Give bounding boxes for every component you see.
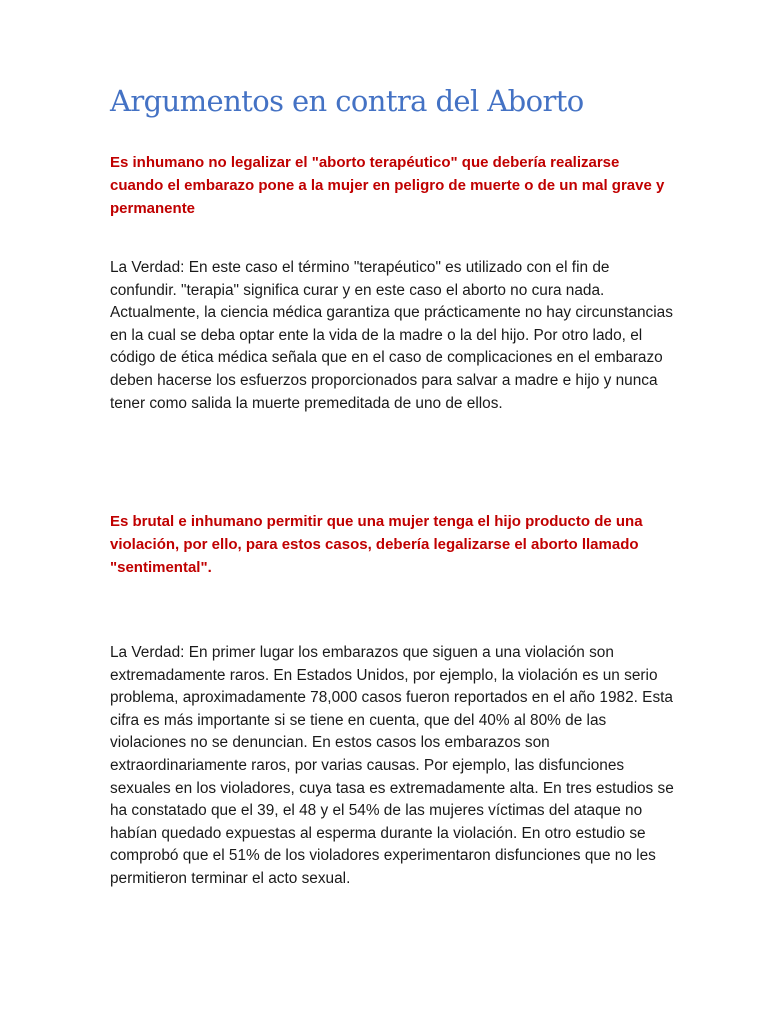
section-2-heading: Es brutal e inhumano permitir que una mujer tenga el hijo producto de una violación, por ello, para estos casos, debería legalizarse el aborto llamado "sentimental".: [110, 513, 643, 576]
section-1-heading: Es inhumano no legalizar el "aborto terapéutico" que debería realizarse cuando el embarazo pone a la mujer en peligro de muerte o de un mal grave y permanente: [110, 154, 665, 217]
section-2-body: La Verdad: En primer lugar los embarazos que siguen a una violación son extremadamente raros. En Estados Unidos, por ejemplo, la violación es un serio problema, aproximadamente 78,000 casos fueron reportados en el año 1982. Esta cifra es más importante si se tiene en cuenta, que del 40% al 80% de las violaciones no se denuncian. En estos casos los embarazos son extraordinariamente raros, por varias causas. Por ejemplo, las disfunciones sexuales en los violadores, cuya tasa es extremadamente alta. En tres estudios se ha constatado que el 39, el 48 y el 54% de las mujeres víctimas del ataque no habían quedado expuestas al esperma durante la violación. En otro estudio se comprobó que el 51% de los violadores experimentaron disfunciones que no les permitieron terminar el acto sexual.: [110, 644, 674, 887]
section-1-body: La Verdad: En este caso el término "terapéutico" es utilizado con el fin de confundir. "terapia" significa curar y en este caso el aborto no cura nada. Actualmente, la ciencia médica garantiza que prácticamente no hay circunstancias en la cual se deba optar ente la vida de la madre o la del hijo. Por otro lado, el código de ética médica señala que en el caso de complicaciones en el embarazo deben hacerse los esfuerzos proporcionados para salvar a madre e hijo y nunca tener como salida la muerte premeditada de uno de ellos.: [110, 259, 673, 412]
document-title: Argumentos en contra del Aborto: [110, 84, 584, 118]
